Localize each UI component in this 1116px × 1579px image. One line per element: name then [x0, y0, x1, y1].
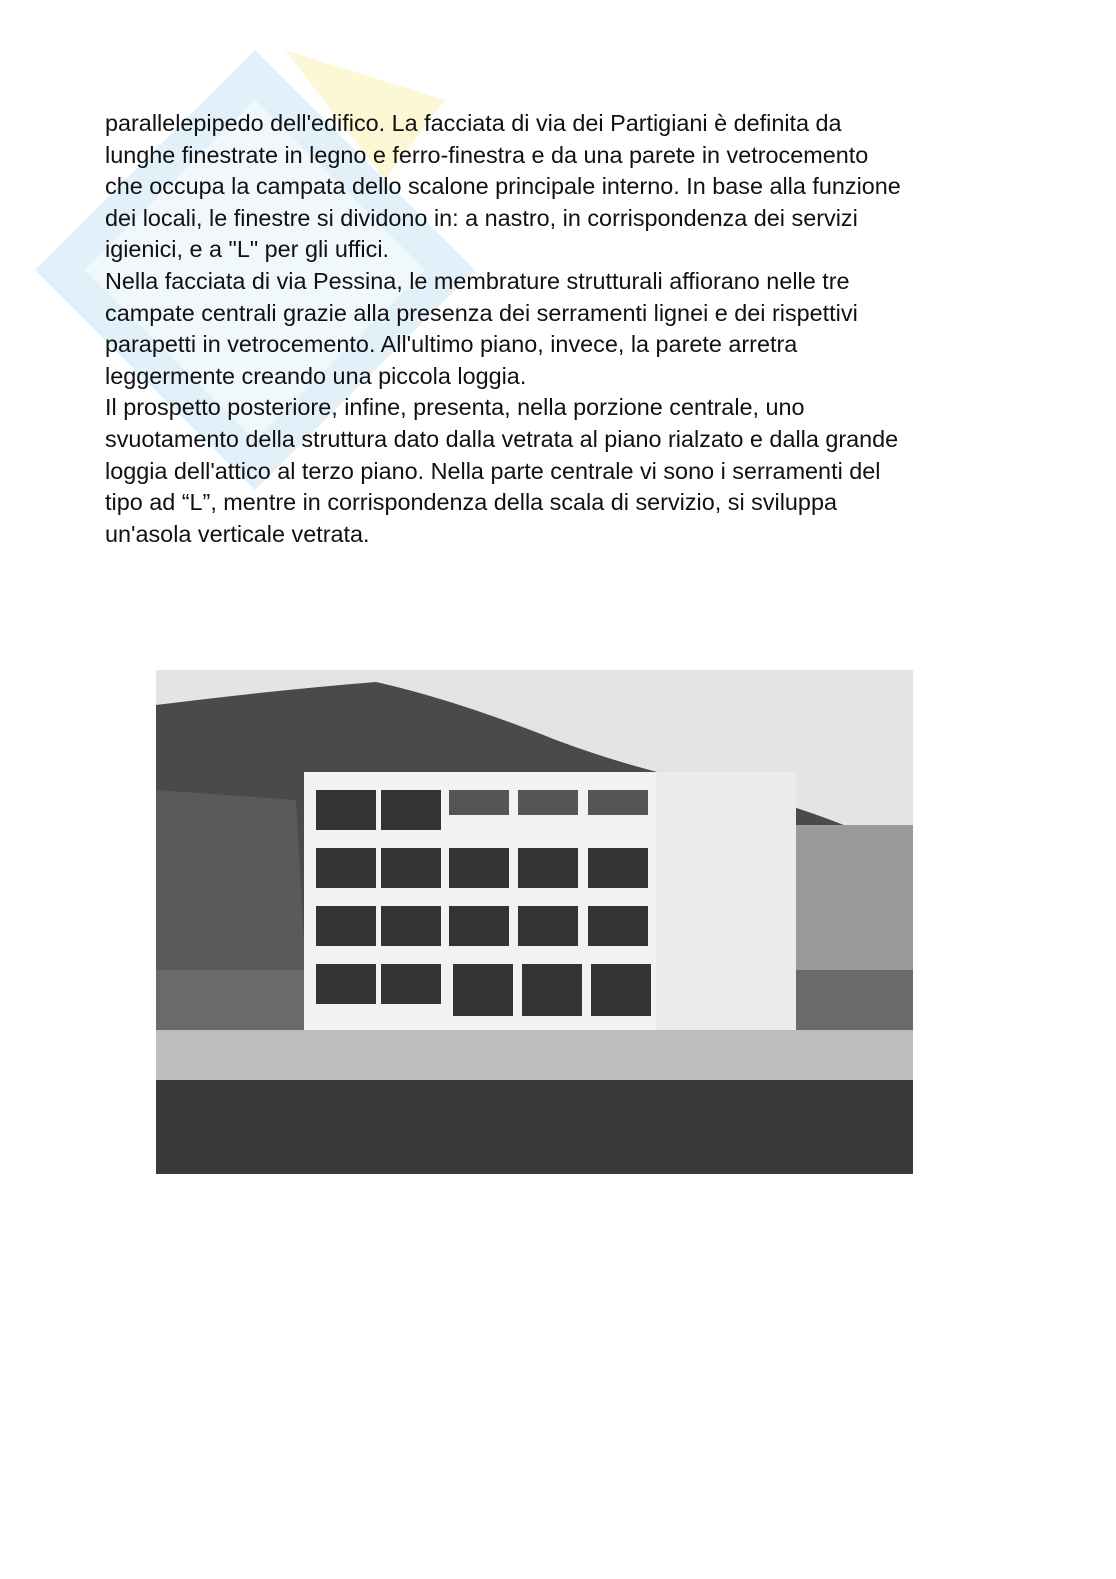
body-text — [105, 108, 901, 550]
text-line: che occupa la campata dello scalone principale interno. In base alla funzione — [105, 173, 901, 200]
text-line: Il prospetto posteriore, infine, presenta, nella porzione centrale, uno — [105, 394, 805, 421]
text-line: svuotamento della struttura dato dalla vetrata al piano rialzato e dalla grande — [105, 425, 899, 452]
text-line: Nella facciata di via Pessina, le membrature strutturali affiorano nelle tre — [105, 267, 850, 294]
text-line: un'asola verticale vetrata. — [105, 520, 370, 547]
text-line: tipo ad “L”, mentre in corrispondenza della scala di servizio, si sviluppa — [105, 489, 837, 516]
text-line: leggermente creando una piccola loggia. — [105, 362, 527, 389]
text-line: igienici, e a "L" per gli uffici. — [105, 236, 390, 263]
building-photo — [156, 670, 913, 1174]
text-line: loggia dell'attico al terzo piano. Nella parte centrale vi sono i serramenti del — [105, 457, 881, 484]
text-line: parapetti in vetrocemento. All'ultimo piano, invece, la parete arretra — [105, 331, 798, 358]
text-line: dei locali, le finestre si dividono in: a nastro, in corrispondenza dei servizi — [105, 204, 858, 231]
text-line: parallelepipedo dell'edifico. La facciata di via dei Partigiani è definita da — [105, 110, 842, 136]
text-line: lunghe finestrate in legno e ferro-finestra e da una parete in vetrocemento — [105, 141, 869, 168]
text-line: campate centrali grazie alla presenza dei serramenti lignei e dei rispettivi — [105, 299, 858, 326]
